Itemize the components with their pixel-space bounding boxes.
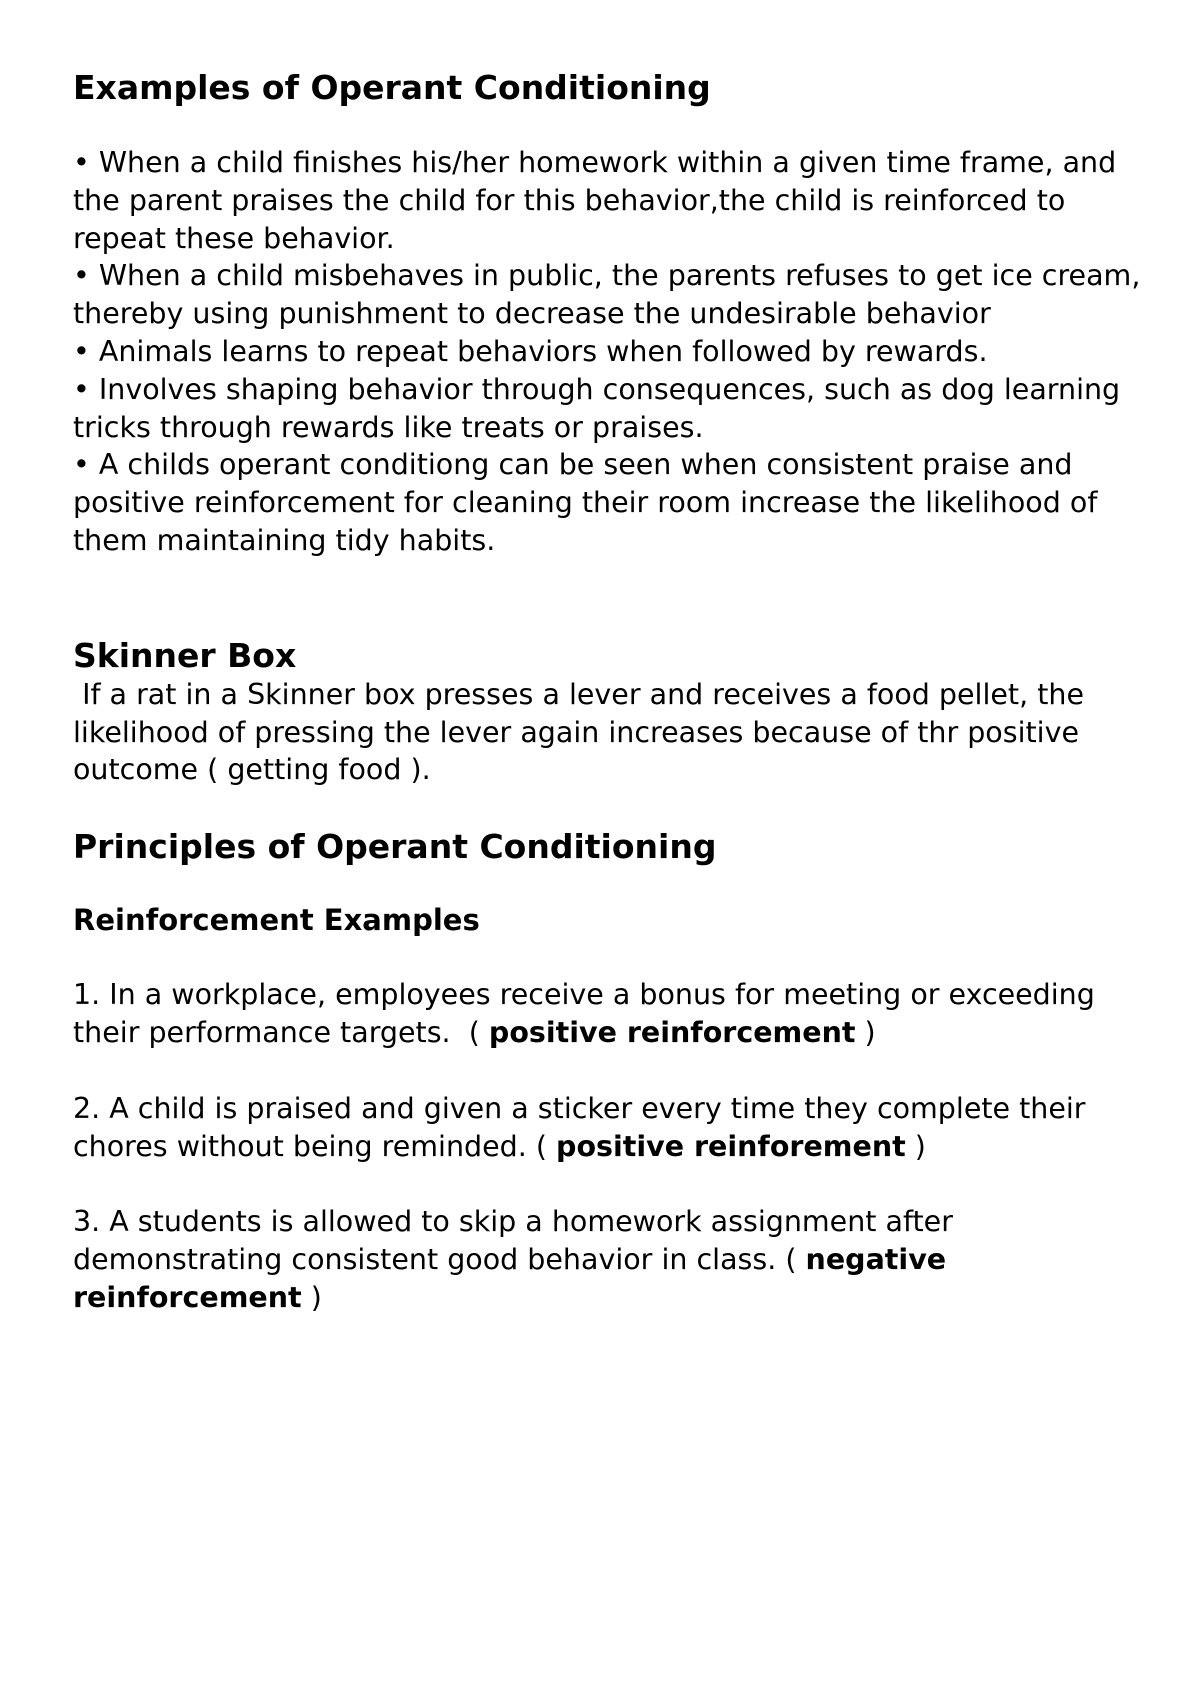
example-close: ) (301, 1280, 322, 1314)
section-title-principles: Principles of Operant Conditioning (73, 827, 717, 867)
example-text: 3. A students is allowed to skip a homework assignment after demonstrating consistent good behavior in class. ( (73, 1205, 962, 1277)
section-title-skinner-box: Skinner Box (73, 635, 297, 675)
example-label: negative reinforcement (73, 1243, 957, 1314)
examples-bullet-list (73, 144, 1163, 560)
bullet-item: • When a child finishes his/her homework within a given time frame, and the parent praises the child for this behavior,the child is reinforced to repeat these behavior. (73, 146, 1117, 255)
reinforcement-example-1 (73, 976, 1163, 1052)
document-page (73, 68, 1163, 1317)
bullet-item: • When a child misbehaves in public, the parents refuses to get ice cream, thereby using punishment to decrease the undesirable behavior (73, 259, 1141, 331)
example-text: 2. A child is praised and given a sticker every time they complete their chores without being reminded. ( (73, 1091, 1095, 1163)
bullet-item: • A childs operant conditiong can be seen when consistent praise and positive reinforcement for cleaning their room increase the likelihood of them maintaining tidy habits. (73, 448, 1098, 557)
example-close: ) (905, 1129, 926, 1163)
bullet-item: • Involves shaping behavior through consequences, such as dog learning tricks through rewards like treats or praises. (73, 372, 1121, 444)
section-title-examples: Examples of Operant Conditioning (73, 68, 711, 107)
subsection-title-reinforcement-examples: Reinforcement Examples (73, 903, 480, 938)
bullet-item: • Animals learns to repeat behaviors when followed by rewards. (73, 334, 988, 368)
reinforcement-example-3 (73, 1203, 1163, 1316)
example-label: positive reinforcement (488, 1015, 856, 1049)
reinforcement-example-2 (73, 1090, 1163, 1166)
example-close: ) (855, 1015, 876, 1049)
example-label: positive reinforement (556, 1129, 906, 1163)
example-text: 1. In a workplace, employees receive a bonus for meeting or exceeding their performance targets. ( (73, 978, 1104, 1049)
skinner-box-paragraph: If a rat in a Skinner box presses a lever and receives a food pellet, the likelihood of pressing the lever again increases because of thr positive outcome ( getting food ). (73, 677, 1094, 787)
